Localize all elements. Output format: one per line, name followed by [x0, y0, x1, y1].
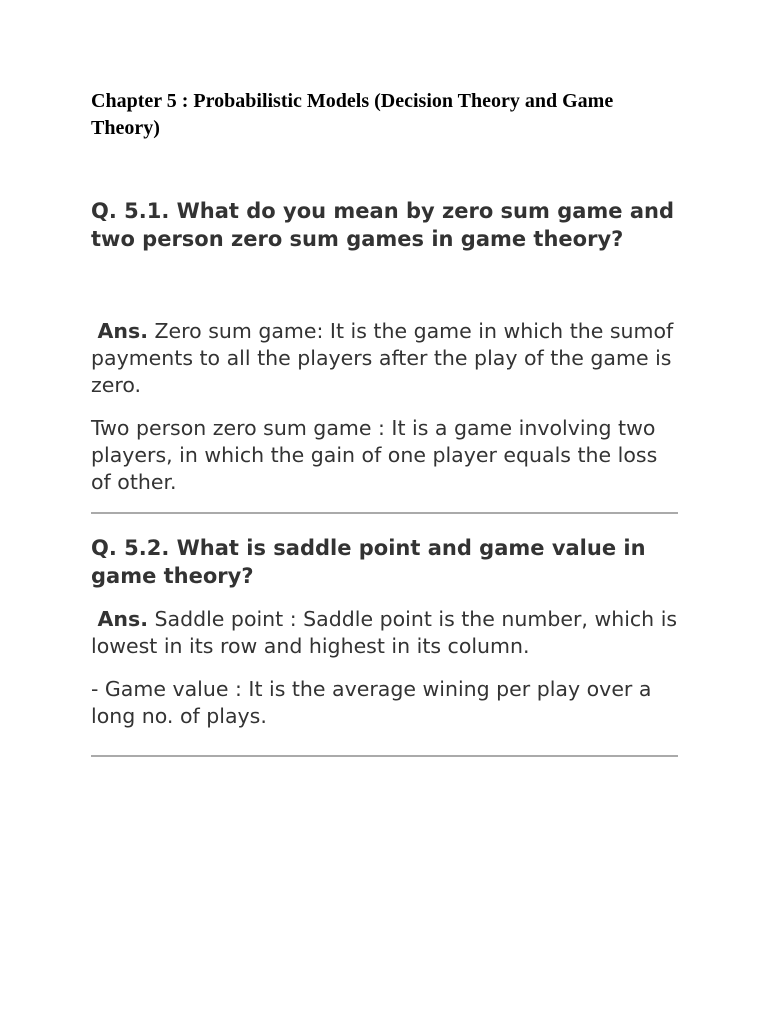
document-page [91, 88, 681, 757]
answer-5-2-game-value: - Game value : It is the average wining per play over a long no. of plays. [91, 677, 652, 728]
answer-5-1-zero-sum [91, 318, 681, 399]
answer-text: Saddle point : Saddle point is the number, which is lowest in its row and highest in its column. [91, 607, 678, 658]
chapter-title: Chapter 5 : Probabilistic Models (Decision Theory and Game Theory) [91, 90, 614, 139]
section-divider [91, 512, 678, 514]
answer-text: Zero sum game: It is the game in which the sumof payments to all the players after the play of the game is zero. [91, 319, 674, 397]
question-5-2: Q. 5.2. What is saddle point and game value in game theory? [91, 536, 646, 588]
answer-5-2-saddle-point [91, 606, 681, 660]
section-divider [91, 755, 678, 757]
answer-5-1-two-person: Two person zero sum game : It is a game involving two players, in which the gain of one player equals the loss of other. [91, 416, 658, 494]
question-5-1: Q. 5.1. What do you mean by zero sum game and two person zero sum games in game theory? [91, 199, 674, 251]
answer-label: Ans. [97, 319, 148, 343]
answer-label: Ans. [97, 607, 148, 631]
